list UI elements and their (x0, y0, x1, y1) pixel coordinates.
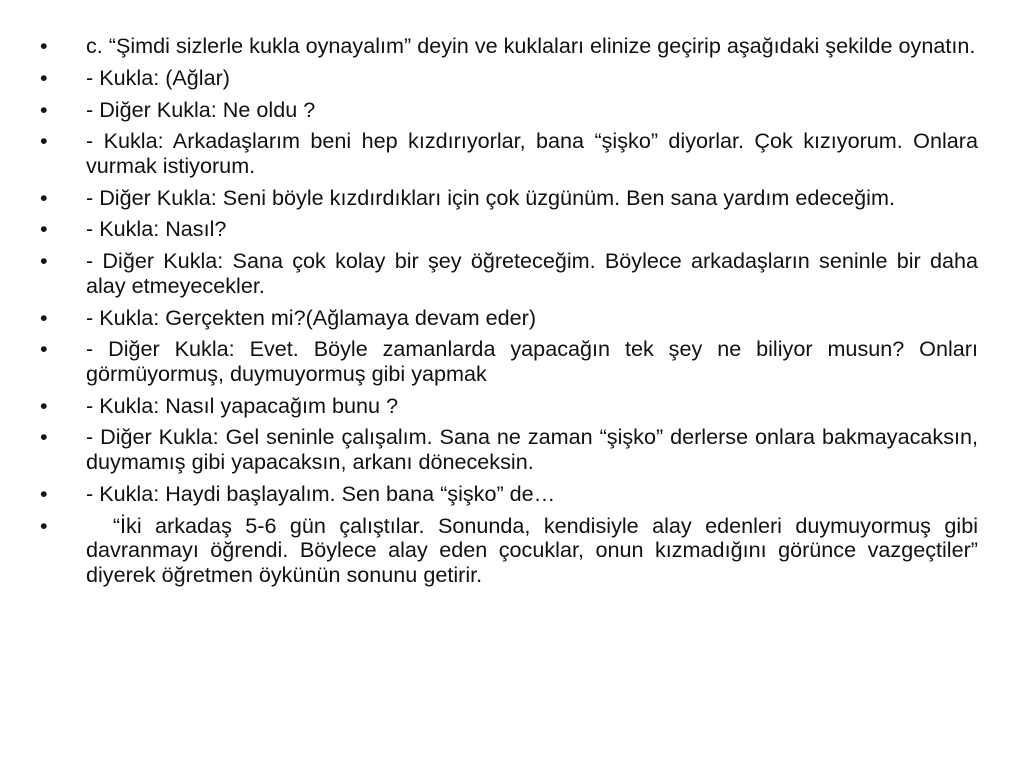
bullet-icon: • (40, 216, 48, 242)
list-item-text: “İki arkadaş 5-6 gün çalıştılar. Sonunda, kendisiyle alay edenleri duymuyormuş gibi davranmayı öğrendi. Böylece alay eden çocuklar, onun kızmadığını görünce vazgeçtiler” diyerek öğretmen öykünün sonunu getirir. (86, 512, 984, 587)
list-item-text: - Kukla: Nasıl yapacağım bunu ? (86, 392, 399, 418)
list-item (40, 306, 978, 331)
bullet-icon: • (40, 64, 48, 90)
bullet-icon: • (40, 184, 48, 210)
list-item (40, 186, 978, 211)
bullet-list (40, 33, 984, 594)
list-item-text: - Diğer Kukla: Ne oldu ? (86, 96, 316, 122)
bullet-icon: • (40, 96, 48, 122)
bullet-icon: • (40, 128, 48, 154)
list-item-text: - Diğer Kukla: Sana çok kolay bir şey öğreteceğim. Böylece arkadaşların seninle bir daha alay etmeyecekler. (86, 248, 978, 298)
list-item-text: - Diğer Kukla: Seni böyle kızdırdıkları için çok üzgünüm. Ben sana yardım edeceğim. (86, 184, 895, 210)
list-item (40, 98, 978, 123)
list-item (40, 337, 978, 386)
list-item (40, 394, 978, 419)
list-item (40, 249, 978, 298)
list-item-text: - Diğer Kukla: Gel seninle çalışalım. Sana ne zaman “şişko” derlerse onlara bakmayacaksın, duymamış gibi yapacaksın, arkanı döneceksin. (86, 424, 978, 474)
bullet-icon: • (40, 480, 48, 506)
list-item-text: - Kukla: Nasıl? (86, 216, 227, 242)
list-item-text: c. “Şimdi sizlerle kukla oynayalım” deyin ve kuklaları elinize geçirip aşağıdaki şekilde oynatın. (86, 33, 976, 58)
list-item-text: - Diğer Kukla: Evet. Böyle zamanlarda yapacağın tek şey ne biliyor musun? Onları görmüyormuş, duymuyormuş gibi yapmak (86, 336, 978, 386)
list-item-text: - Kukla: (Ağlar) (86, 64, 230, 90)
list-item (40, 482, 978, 507)
bullet-icon: • (40, 304, 48, 330)
list-item-text: - Kukla: Gerçekten mi?(Ağlamaya devam eder) (86, 304, 537, 330)
list-item (40, 66, 978, 91)
bullet-icon: • (40, 336, 48, 362)
list-item (40, 129, 978, 178)
bullet-icon: • (40, 248, 48, 274)
list-item-text: - Kukla: Arkadaşlarım beni hep kızdırıyorlar, bana “şişko” diyorlar. Çok kızıyorum. Onlara vurmak istiyorum. (86, 128, 978, 178)
list-item (40, 217, 978, 242)
bullet-icon: • (40, 512, 48, 538)
bullet-icon: • (40, 424, 48, 450)
bullet-icon: • (40, 392, 48, 418)
bullet-icon: • (40, 33, 48, 58)
list-item (40, 425, 978, 474)
list-item (40, 34, 978, 59)
list-item (40, 512, 984, 588)
list-item-text: - Kukla: Haydi başlayalım. Sen bana “şişko” de… (86, 480, 556, 506)
